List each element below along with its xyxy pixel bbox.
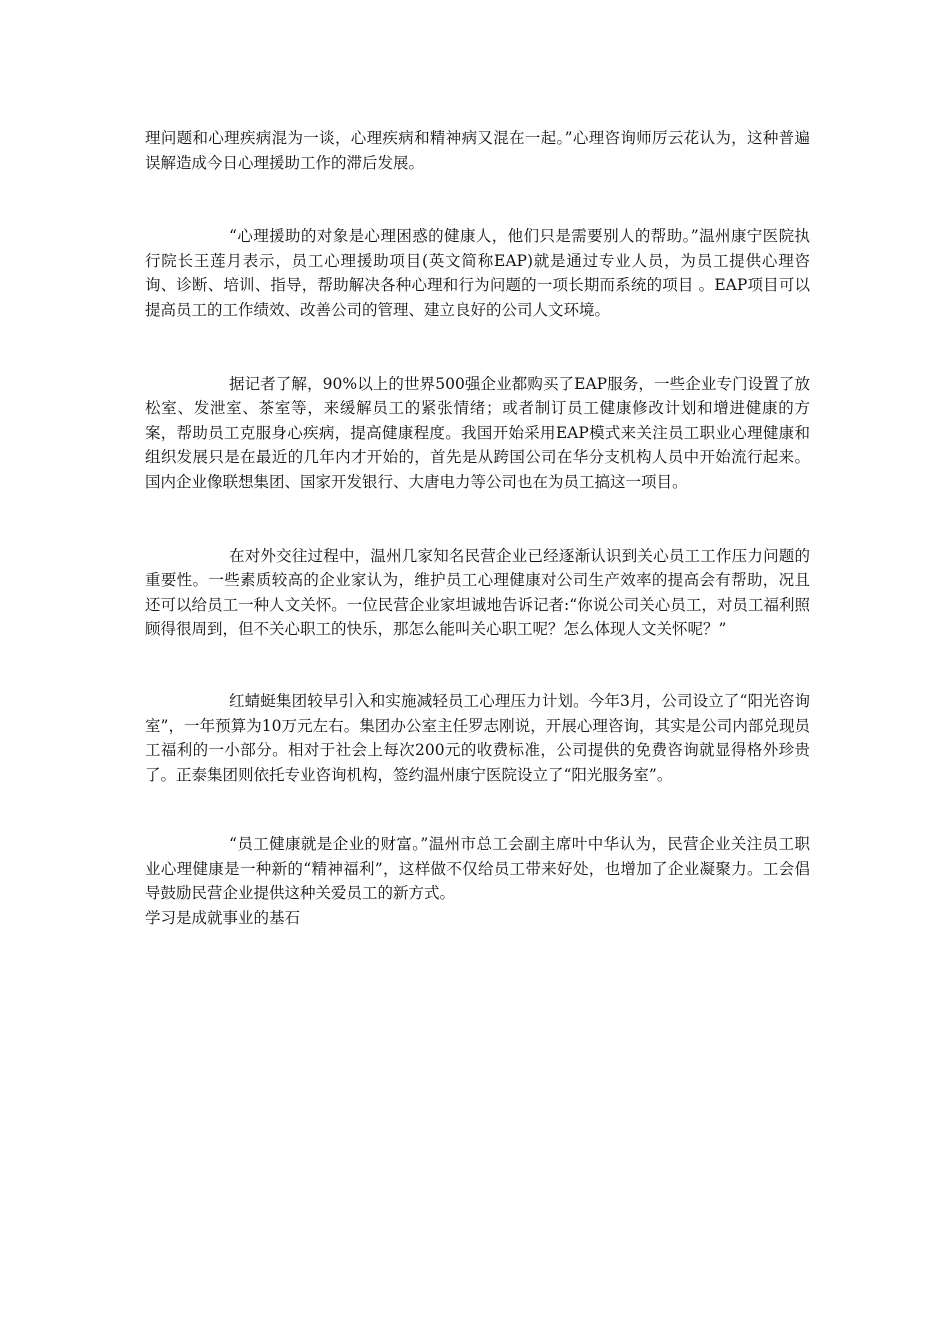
paragraph-union: “员工健康就是企业的财富。”温州市总工会副主席叶中华认为，民营企业关注员工职业心理健康是一种新的“精神福利”，这样做不仅给员工带来好处，也增加了企业凝聚力。工会倡导鼓励民营企业提供这种关爱员工的新方式。 (145, 835, 810, 903)
paragraph-fortune500: 据记者了解，90%以上的世界500强企业都购买了EAP服务，一些企业专门设置了放松室、发泄室、茶室等，来缓解员工的紧张情绪；或者制订员工健康修改计划和增进健康的方案，帮助员工克服身心疾病，提高健康程度。我国开始采用EAP模式来关注员工职业心理健康和组织发展只是在最近的几年内才开始的，首先是从跨国公司在华分支机构人员中开始流行起来。国内企业像联想集团、国家开发银行、大唐电力等公司也在为员工搞这一项目。 (145, 374, 810, 491)
paragraph-wenzhou-enterprises: 在对外交往过程中，温州几家知名民营企业已经逐渐认识到关心员工工作压力问题的重要性。一些素质较高的企业家认为，维护员工心理健康对公司生产效率的提高会有帮助，况且还可以给员工一种人文关怀。一位民营企业家坦诚地告诉记者:“你说公司关心员工，对员工福利照顾得很周到，但不关心职工的快乐，那怎么能叫关心职工呢？怎么体现人文关怀呢？” (145, 546, 810, 639)
paragraph-continuation: 理问题和心理疾病混为一谈，心理疾病和精神病又混在一起。”心理咨询师厉云花认为，这种普遍误解造成今日心理援助工作的滞后发展。 (145, 129, 810, 172)
paragraph-red-dragonfly: 红蜻蜓集团较早引入和实施减轻员工心理压力计划。今年3月，公司设立了“阳光咨询室”，一年预算为10万元左右。集团办公室主任罗志刚说，开展心理咨询，其实是公司内部兑现员工福利的一小部分。相对于社会上每次200元的收费标准，公司提供的免费咨询就显得格外珍贵了。正泰集团则依托专业咨询机构，签约温州康宁医院设立了“阳光服务室”。 (145, 691, 810, 784)
closing-line: 学习是成就事业的基石 (145, 909, 301, 928)
document-body (145, 126, 810, 931)
paragraph-eap-definition: “心理援助的对象是心理困惑的健康人，他们只是需要别人的帮助。”温州康宁医院执行院长王莲月表示，员工心理援助项目(英文简称EAP)就是通过专业人员，为员工提供心理咨询、诊断、培训、指导，帮助解决各种心理和行为问题的一项长期而系统的项目 。EAP项目可以提高员工的工作绩效、改善公司的管理、建立良好的公司人文环境。 (145, 227, 810, 319)
